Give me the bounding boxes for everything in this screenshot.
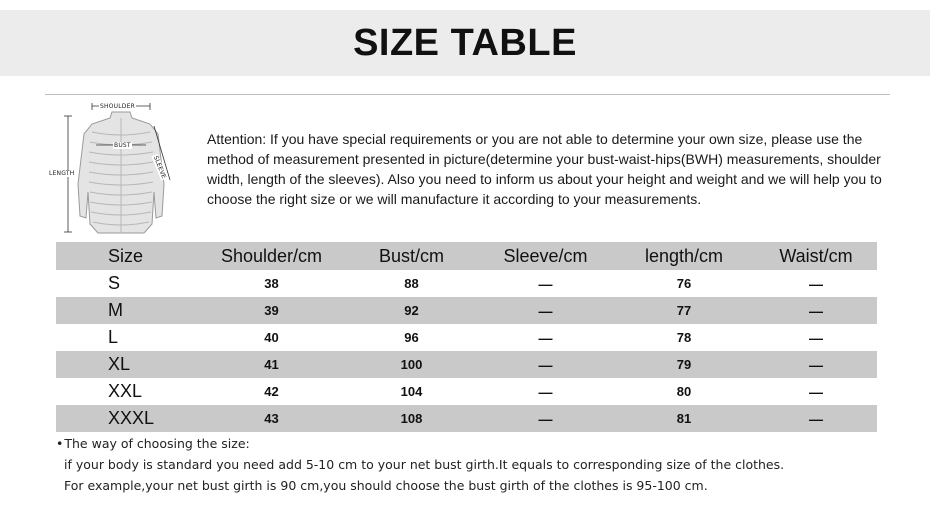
table-row: [56, 405, 877, 432]
length-cell: 81: [676, 411, 692, 426]
waist-cell: —: [809, 302, 823, 319]
shoulder-cell: 41: [264, 357, 279, 372]
column-header-length: length/cm: [644, 245, 724, 266]
bust-cell: 108: [400, 411, 423, 426]
bust-cell: 96: [404, 330, 419, 345]
length-cell: 77: [676, 303, 692, 318]
length-cell: 79: [676, 357, 692, 372]
waist-cell: —: [809, 275, 823, 292]
table-header-row: [56, 242, 877, 270]
sleeve-cell: —: [538, 410, 553, 427]
table-row: [56, 378, 877, 405]
attention-text: Attention: If you have special requirements or you are not able to determine your own size, please use the method of measurement presented in picture(determine your bust-waist-hips(BWH) measurements, shoulder width, length of the sleeves). Also you need to inform us about your height and weight and we will help you to choose the right size or we will manufacture it according to your measurements.: [207, 131, 882, 207]
title-banner: [0, 10, 930, 76]
bust-cell: 100: [400, 357, 423, 372]
notes-line-1: if your body is standard you need add 5-10 cm to your net bust girth.It equals to corresponding size of the clothes.: [64, 457, 785, 472]
sleeve-cell: —: [538, 383, 553, 400]
shoulder-cell: 43: [264, 411, 279, 426]
size-table: [56, 242, 877, 432]
column-header-waist: Waist/cm: [779, 245, 853, 266]
notes-heading-line: [56, 433, 906, 454]
table-row: [56, 324, 877, 351]
waist-cell: —: [809, 356, 823, 373]
table-row: [56, 351, 877, 378]
shoulder-label: SHOULDER: [100, 103, 135, 110]
bust-cell: 88: [404, 276, 419, 291]
coat-measurement-figure: [46, 100, 196, 240]
shoulder-cell: 39: [264, 303, 279, 318]
column-header-shoulder: Shoulder/cm: [220, 245, 323, 266]
waist-cell: —: [809, 329, 823, 346]
notes-line-2: For example,your net bust girth is 90 cm,you should choose the bust girth of the clothes is 95-100 cm.: [64, 478, 708, 493]
length-cell: 80: [676, 384, 692, 399]
column-header-bust: Bust/cm: [378, 245, 444, 266]
sleeve-label: SLEEVE: [151, 154, 168, 180]
bust-cell: 104: [400, 384, 423, 399]
length-cell: 76: [676, 276, 692, 291]
size-guide-notes: [56, 433, 906, 496]
size-cell: XXXL: [108, 408, 155, 428]
bust-cell: 92: [404, 303, 419, 318]
sleeve-cell: —: [538, 329, 553, 346]
size-cell: L: [108, 327, 119, 347]
table-row: [56, 270, 877, 297]
shoulder-cell: 42: [264, 384, 279, 399]
shoulder-cell: 40: [264, 330, 279, 345]
bust-label: BUST: [114, 142, 131, 149]
size-cell: XL: [108, 354, 131, 374]
waist-cell: —: [809, 383, 823, 400]
table-row: [56, 297, 877, 324]
column-header-size: Size: [108, 245, 144, 266]
bullet-icon: •: [56, 436, 64, 451]
page-title: SIZE TABLE: [353, 21, 577, 64]
divider: [45, 94, 890, 95]
waist-cell: —: [809, 410, 823, 427]
sleeve-cell: —: [538, 302, 553, 319]
sleeve-cell: —: [538, 356, 553, 373]
size-cell: M: [108, 300, 123, 320]
length-cell: 78: [676, 330, 692, 345]
length-label: LENGTH: [49, 170, 75, 177]
shoulder-cell: 38: [264, 276, 279, 291]
column-header-sleeve: Sleeve/cm: [503, 245, 588, 266]
notes-heading: The way of choosing the size:: [64, 436, 250, 451]
size-cell: S: [108, 273, 121, 293]
sleeve-cell: —: [538, 275, 553, 292]
size-cell: XXL: [108, 381, 143, 401]
